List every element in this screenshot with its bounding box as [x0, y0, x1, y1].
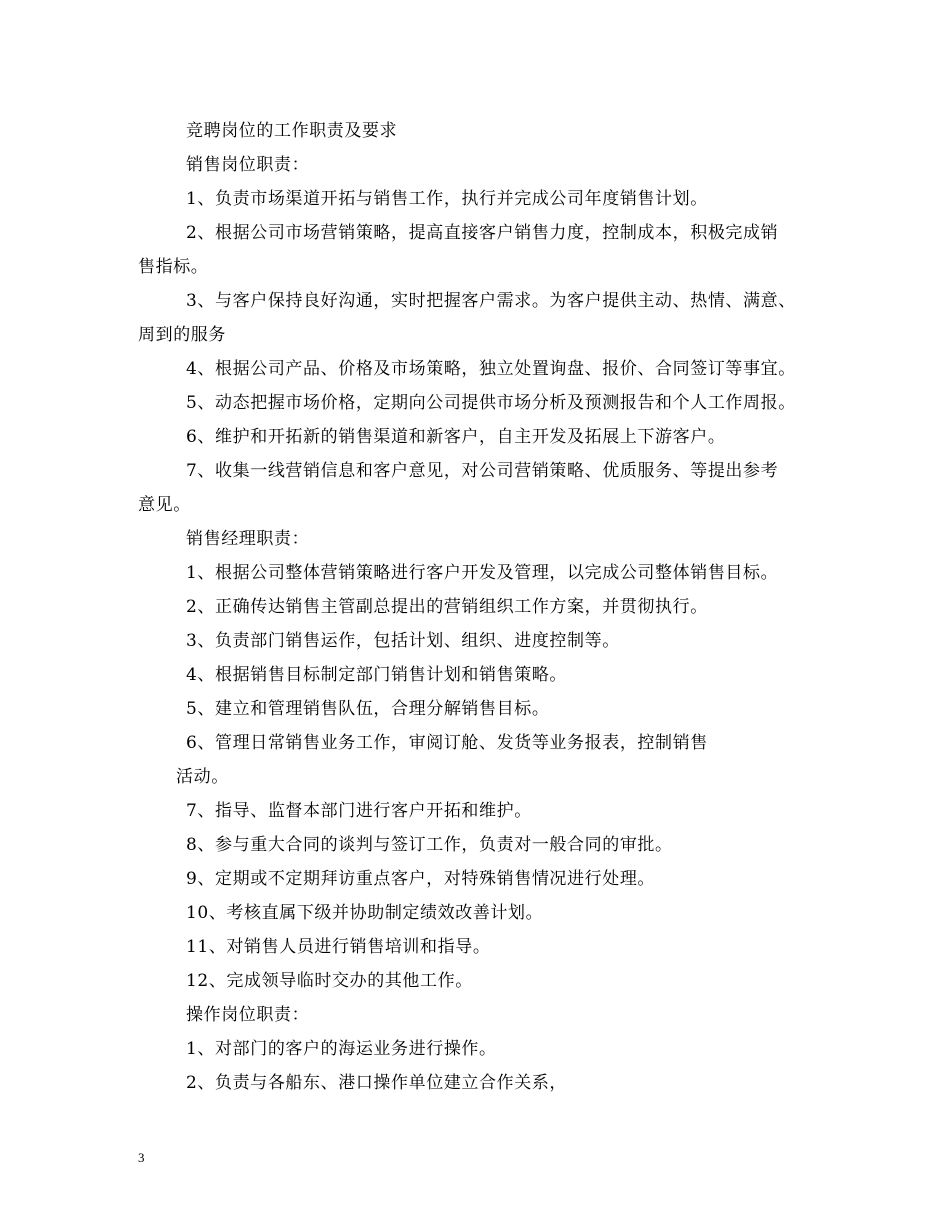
manager-duty-12: 12、完成领导临时交办的其他工作。	[186, 971, 473, 991]
sales-duty-7: 7、收集一线营销信息和客户意见，对公司营销策略、优质服务、等提出参考	[186, 461, 779, 481]
manager-duty-10: 10、考核直属下级并协助制定绩效改善计划。	[186, 903, 544, 923]
page-number: 3	[138, 1150, 145, 1165]
manager-duty-6-cont: 活动。	[176, 767, 229, 787]
section-heading-sales: 销售岗位职责：	[186, 155, 310, 175]
sales-duty-7-cont: 意见。	[138, 495, 191, 515]
manager-duty-9: 9、定期或不定期拜访重点客户，对特殊销售情况进行处理。	[186, 869, 656, 889]
manager-duty-6: 6、管理日常销售业务工作，审阅订舱、发货等业务报表，控制销售	[186, 733, 708, 753]
sales-duty-1: 1、负责市场渠道开拓与销售工作，执行并完成公司年度销售计划。	[186, 189, 708, 209]
document-title: 竞聘岗位的工作职责及要求	[186, 121, 398, 141]
sales-duty-3-cont: 周到的服务	[138, 325, 226, 345]
manager-duty-1: 1、根据公司整体营销策略进行客户开发及管理，以完成公司整体销售目标。	[186, 563, 779, 583]
sales-duty-2-cont: 售指标。	[138, 257, 209, 277]
sales-duty-6: 6、维护和开拓新的销售渠道和新客户，自主开发及拓展上下游客户。	[186, 427, 726, 447]
sales-duty-4: 4、根据公司产品、价格及市场策略，独立处置询盘、报价、合同签订等事宜。	[186, 359, 796, 379]
manager-duty-4: 4、根据销售目标制定部门销售计划和销售策略。	[186, 665, 568, 685]
operations-duty-2: 2、负责与各船东、港口操作单位建立合作关系，	[186, 1073, 568, 1093]
sales-duty-5: 5、动态把握市场价格，定期向公司提供市场分析及预测报告和个人工作周报。	[186, 393, 796, 413]
sales-duty-2: 2、根据公司市场营销策略，提高直接客户销售力度，控制成本，积极完成销	[186, 223, 779, 243]
manager-duty-2: 2、正确传达销售主管副总提出的营销组织工作方案，并贯彻执行。	[186, 597, 708, 617]
manager-duty-11: 11、对销售人员进行销售培训和指导。	[186, 937, 491, 957]
sales-duty-3: 3、与客户保持良好沟通，实时把握客户需求。为客户提供主动、热情、满意、	[186, 291, 796, 311]
section-heading-operations: 操作岗位职责：	[186, 1005, 310, 1025]
manager-duty-7: 7、指导、监督本部门进行客户开拓和维护。	[186, 801, 532, 821]
manager-duty-5: 5、建立和管理销售队伍，合理分解销售目标。	[186, 699, 550, 719]
manager-duty-8: 8、参与重大合同的谈判与签订工作，负责对一般合同的审批。	[186, 835, 673, 855]
operations-duty-1: 1、对部门的客户的海运业务进行操作。	[186, 1039, 497, 1059]
manager-duty-3: 3、负责部门销售运作，包括计划、组织、进度控制等。	[186, 631, 620, 651]
section-heading-sales-manager: 销售经理职责：	[186, 529, 310, 549]
